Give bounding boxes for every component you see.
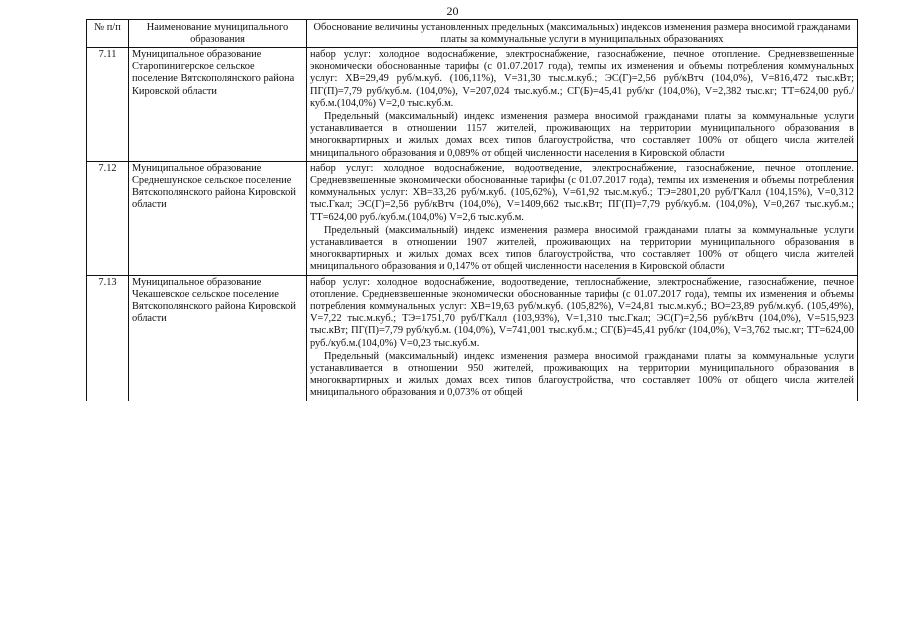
header-name: Наименование муниципального образования <box>129 20 307 48</box>
municipality-name: Муниципальное образование Чекашевское сельское поселение Вятскополянского района Кировской области <box>129 275 307 401</box>
table-header-row <box>87 20 858 48</box>
basis-cell <box>307 275 858 401</box>
municipality-name: Муниципальное образование Среднешунское сельское поселение Вятскополянского района Кировской области <box>129 161 307 275</box>
basis-cell <box>307 161 858 275</box>
page-number: 20 <box>446 4 459 18</box>
index-text: Предельный (максимальный) индекс изменения размера вносимой гражданами платы за коммунальные услуги устанавливается в отношении 950 жителей, проживающих на территории муниципального образования в многоквартирных и жилых домах всех типов благоустройства, что составляет 100% от общего числа жителей мниципального образования и 0,073% от общей <box>310 350 854 399</box>
table-row <box>87 275 858 401</box>
basis-cell <box>307 48 858 162</box>
header-num: № п/п <box>87 20 129 48</box>
table-row <box>87 48 858 162</box>
tariff-index-table <box>86 19 858 401</box>
tariffs-text: набор услуг: холодное водоснабжение, водоотведение, теплоснабжение, электроснабжение, газоснабжение, печное отопление. Средневзвешенные экономически обоснованные тарифы (с 01.07.2017 года), темпы их изменения и объемы потребления коммунальных услуг: ХВ=19,63 руб/м.куб. (105,82%), V=24,81 тыс.м.куб.; ВО=23,89 руб/м.куб. (105,49%), V=7,22 тыс.м.куб.; ТЭ=1751,70 руб/ГКалл (103,93%), V=1,310 тыс.Гкал; ЭС(Г)=2,56 руб/кВтч (104,0%), V=515,923 тыс.кВт; ПГ(П)=7,79 руб/куб.м. (104,0%), V=741,001 тыс.куб.м.; СГ(Б)=45,41 руб/кг (104,0%), V=3,762 тыс.кг; ТТ=624,00 руб./куб.м.(104,0%) V=0,23 тыс.куб.м. <box>310 276 854 349</box>
table-row <box>87 161 858 275</box>
row-number: 7.11 <box>87 48 129 162</box>
tariffs-text: набор услуг: холодное водоснабжение, водоотведение, электроснабжение, газоснабжение, печное отопление. Средневзвешенные экономически обоснованные тарифы (с 01.07.2017 года), темпы их изменения и объемы потребления коммунальных услуг: ХВ=33,26 руб/м.куб. (105,62%), V=61,92 тыс.м.куб.; ТЭ=2801,20 руб/ГКалл (104,15%), V=0,312 тыс.Гкал; ЭС(Г)=2,56 руб/кВтч (104,0%), V=1409,662 тыс.кВт; ПГ(П)=7,79 руб/куб.м. (104,0%), V=0,267 тыс.куб.м.; ТТ=624,00 руб./куб.м.(104,0%) V=2,6 тыс.куб.м. <box>310 162 854 223</box>
index-text: Предельный (максимальный) индекс изменения размера вносимой гражданами платы за коммунальные услуги устанавливается в отношении 1907 жителей, проживающих на территории муниципального образования в многоквартирных и жилых домах всех типов благоустройства, что составляет 100% от общего числа жителей мниципального образования и 0,147% от общей численности населения в Кировской области <box>310 224 854 273</box>
row-number: 7.12 <box>87 161 129 275</box>
header-basis: Обоснование величины установленных предельных (максимальных) индексов изменения размера вносимой гражданами платы за коммунальные услуги в муниципальных образованиях <box>307 20 858 48</box>
index-text: Предельный (максимальный) индекс изменения размера вносимой гражданами платы за коммунальные услуги устанавливается в отношении 1157 жителей, проживающих на территории муниципального образования в многоквартирных и жилых домах всех типов благоустройства, что составляет 100% от общего числа жителей мниципального образования и 0,089% от общей численности населения в Кировской области <box>310 111 854 159</box>
row-number: 7.13 <box>87 275 129 401</box>
tariffs-text: набор услуг: холодное водоснабжение, электроснабжение, газоснабжение, печное отопление. Средневзвешенные экономически обоснованные тарифы (с 01.07.2017 года), темпы их изменения и объемы потребления коммунальных услуг: ХВ=29,49 руб/м.куб. (106,11%), V=31,30 тыс.м.куб.; ЭС(Г)=2,56 руб/кВтч (104,0%), V=816,472 тыс.кВт; ПГ(П)=7,79 руб/куб.м. (104,0%), V=207,024 тыс.куб.м.; СГ(Б)=45,41 руб/кг (104,0%), V=2,382 тыс.кг; ТТ=624,00 руб./куб.м.(104,0%) V=2,0 тыс.куб.м. <box>310 49 854 109</box>
municipality-name: Муниципальное образование Старопинигерское сельское поселение Вятскополянского района Кировской области <box>129 48 307 162</box>
